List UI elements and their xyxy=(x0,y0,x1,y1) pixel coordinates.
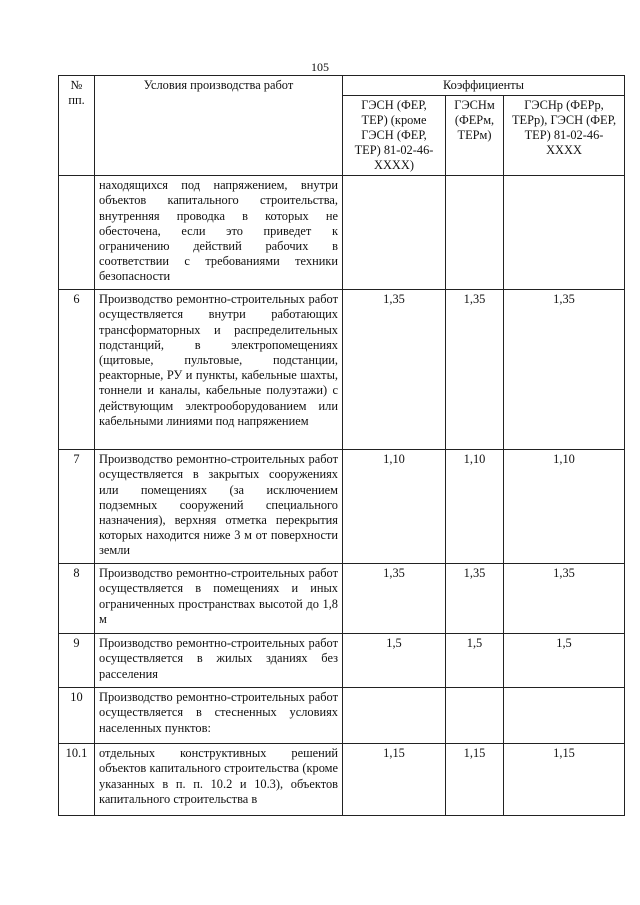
row-coef-gesnm xyxy=(446,688,504,744)
table-row xyxy=(59,290,625,450)
row-coef-gesnr: 1,5 xyxy=(504,634,625,688)
row-number: 10.1 xyxy=(59,744,95,816)
row-coef-gesnm: 1,15 xyxy=(446,744,504,816)
table-header-row xyxy=(59,76,625,96)
row-coef-gesn: 1,15 xyxy=(343,744,446,816)
row-condition: Производство ремонтно-строительных работ осуществляется в закрытых сооружениях или помещениях (за исключением подземных сооружений специального назначения), верхняя отметка перекрытия которых находится ниже 3 м от поверхности земли xyxy=(95,450,343,564)
row-coef-gesnm: 1,35 xyxy=(446,290,504,450)
row-coef-gesnr: 1,35 xyxy=(504,564,625,634)
row-condition: Производство ремонтно-строительных работ осуществляется в стесненных условиях населенных пунктов: xyxy=(95,688,343,744)
header-coefficients: Коэффициенты xyxy=(343,76,625,96)
row-coef-gesnr xyxy=(504,688,625,744)
row-coef-gesn: 1,35 xyxy=(343,564,446,634)
row-coef-gesn: 1,5 xyxy=(343,634,446,688)
row-number: 8 xyxy=(59,564,95,634)
page-number: 105 xyxy=(311,60,329,74)
header-gesnr: ГЭСНр (ФЕРр, ТЕРр), ГЭСН (ФЕР, ТЕР) 81-02-46-ХХХХ xyxy=(504,96,625,176)
row-coef-gesn: 1,10 xyxy=(343,450,446,564)
table-row xyxy=(59,634,625,688)
row-coef-gesn: 1,35 xyxy=(343,290,446,450)
row-number: 7 xyxy=(59,450,95,564)
header-gesnm: ГЭСНм (ФЕРм, ТЕРм) xyxy=(446,96,504,176)
row-coef-gesnr: 1,10 xyxy=(504,450,625,564)
table-row xyxy=(59,176,625,290)
row-coef-gesnr: 1,15 xyxy=(504,744,625,816)
row-coef-gesnm: 1,10 xyxy=(446,450,504,564)
row-number: 6 xyxy=(59,290,95,450)
row-number: 9 xyxy=(59,634,95,688)
row-coef-gesnm: 1,35 xyxy=(446,564,504,634)
table-row xyxy=(59,688,625,744)
table-row xyxy=(59,744,625,816)
table-row xyxy=(59,564,625,634)
row-coef-gesnr xyxy=(504,176,625,290)
coefficients-table xyxy=(58,75,625,816)
table-row xyxy=(59,450,625,564)
row-condition: находящихся под напряжением, внутри объектов капитального строительства, внутренняя проводка в которых не обесточена, если это приведет к ограничению действий рабочих в соответствии с требованиями техники безопасности xyxy=(95,176,343,290)
row-coef-gesnr: 1,35 xyxy=(504,290,625,450)
row-condition: Производство ремонтно-строительных работ осуществляется внутри работающих трансформаторных и распределительных подстанций, в электропомещениях (щитовые, пультовые, подстанции, реакторные, РУ и пункты, кабельные шахты, тоннели и каналы, кабельные полуэтажи) с действующим электрооборудованием или кабельными линиями под напряжением xyxy=(95,290,343,450)
row-coef-gesn xyxy=(343,176,446,290)
row-condition: отдельных конструктивных решений объектов капитального строительства (кроме указанных в п. п. 10.2 и 10.3), объектов капитального строительства в xyxy=(95,744,343,816)
row-number xyxy=(59,176,95,290)
row-coef-gesnm xyxy=(446,176,504,290)
row-number: 10 xyxy=(59,688,95,744)
header-conditions: Условия производства работ xyxy=(95,76,343,176)
row-coef-gesnm: 1,5 xyxy=(446,634,504,688)
header-gesn: ГЭСН (ФЕР, ТЕР) (кроме ГЭСН (ФЕР, ТЕР) 81-02-46-ХХХХ) xyxy=(343,96,446,176)
header-num: № пп. xyxy=(59,76,95,176)
row-condition: Производство ремонтно-строительных работ осуществляется в помещениях и иных ограниченных пространствах высотой до 1,8 м xyxy=(95,564,343,634)
row-condition: Производство ремонтно-строительных работ осуществляется в жилых зданиях без расселения xyxy=(95,634,343,688)
row-coef-gesn xyxy=(343,688,446,744)
